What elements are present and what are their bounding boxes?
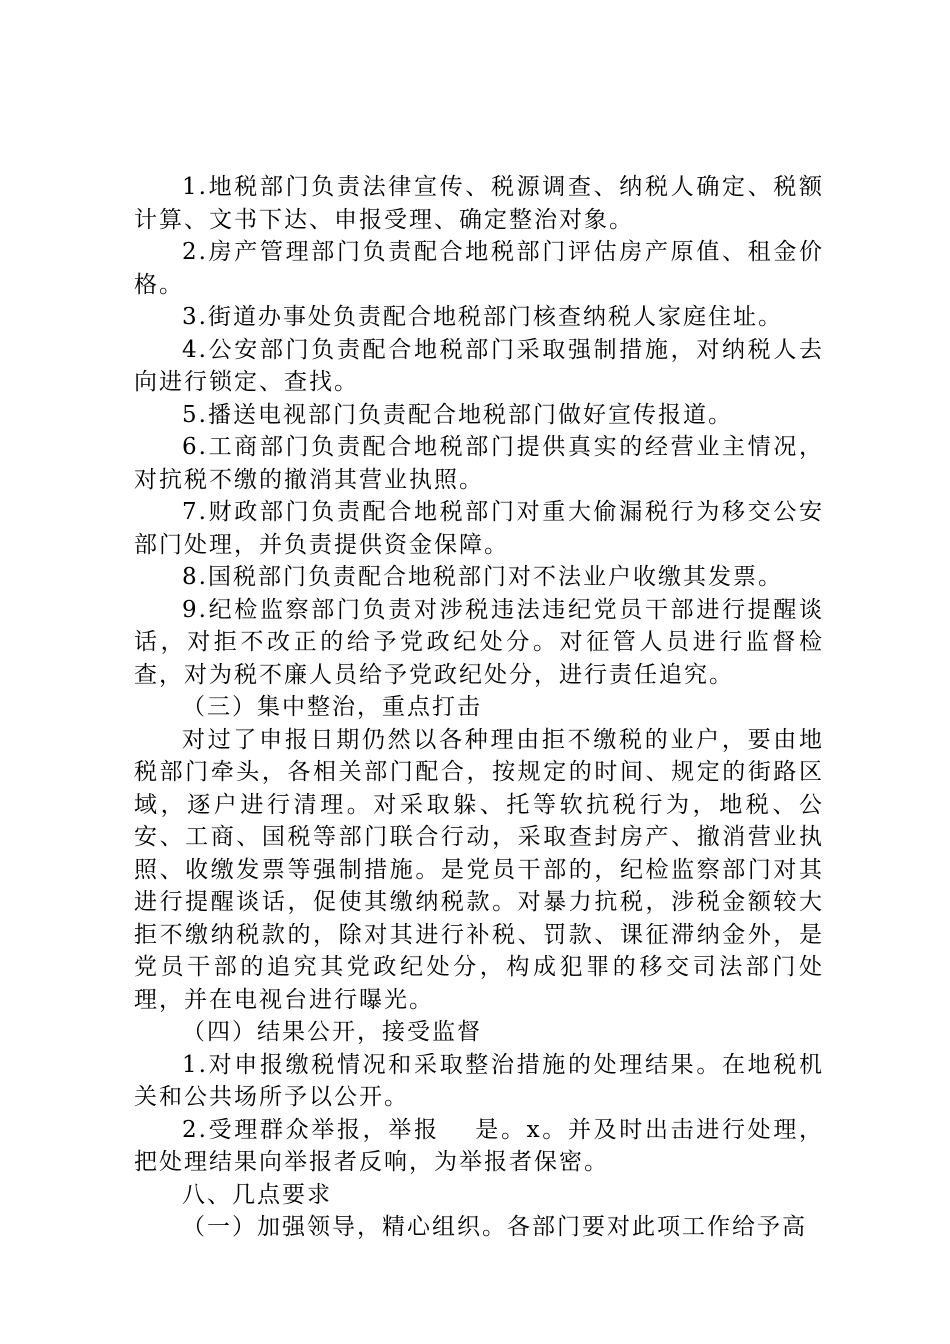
paragraph-duty-2: 2.房产管理部门负责配合地税部门评估房产原值、租金价格。: [134, 239, 824, 298]
document-body: [134, 171, 824, 1244]
paragraph-disclosure-2: 2.受理群众举报，举报 是。x。并及时出击进行处理，把处理结果向举报者反响，为举报者保密。: [134, 1116, 824, 1175]
section-heading-3: （三）集中整治，重点打击: [182, 694, 482, 720]
paragraph-duty-4: 4.公安部门负责配合地税部门采取强制措施，对纳税人去向进行锁定、查找。: [134, 336, 824, 395]
paragraph-duty-9: 9.纪检监察部门负责对涉税违法违纪党员干部进行提醒谈话，对拒不改正的给予党政纪处分。对征管人员进行监督检查，对为税不廉人员给予党政纪处分，进行责任追究。: [134, 596, 824, 688]
paragraph-duty-8: 8.国税部门负责配合地税部门对不法业户收缴其发票。: [182, 564, 783, 590]
section-heading-8: 八、几点要求: [182, 1181, 332, 1208]
paragraph-duty-7: 7.财政部门负责配合地税部门对重大偷漏税行为移交公安部门处理，并负责提供资金保障。: [134, 499, 824, 558]
paragraph-duty-5: 5.播送电视部门负责配合地税部门做好宣传报道。: [182, 401, 733, 428]
paragraph-requirement-1: （一）加强领导，精心组织。各部门要对此项工作给予高: [182, 1214, 807, 1240]
paragraph-disclosure-1: 1.对申报缴税情况和采取整治措施的处理结果。在地税机关和公共场所予以公开。: [134, 1051, 824, 1110]
paragraph-enforcement: 对过了申报日期仍然以各种理由拒不缴税的业户，要由地税部门牵头，各相关部门配合，按规定的时间、规定的街路区域，逐户进行清理。对采取躲、托等软抗税行为，地税、公安、工商、国税等部门联合行动，采取查封房产、撤消营业执照、收缴发票等强制措施。是党员干部的，纪检监察部门对其进行提醒谈话，促使其缴纳税款。对暴力抗税，涉税金额较大拒不缴纳税款的，除对其进行补税、罚款、课征滞纳金外，是党员干部的追究其党政纪处分，构成犯罪的移交司法部门处理，并在电视台进行曝光。: [134, 726, 824, 1013]
section-heading-4: （四）结果公开，接受监督: [182, 1019, 482, 1045]
paragraph-duty-1: 1.地税部门负责法律宣传、税源调查、纳税人确定、税额计算、文书下达、申报受理、确定整治对象。: [134, 174, 824, 233]
paragraph-duty-3: 3.街道办事处负责配合地税部门核查纳税人家庭住址。: [182, 304, 783, 330]
paragraph-duty-6: 6.工商部门负责配合地税部门提供真实的经营业主情况，对抗税不缴的撤消其营业执照。: [134, 434, 824, 493]
